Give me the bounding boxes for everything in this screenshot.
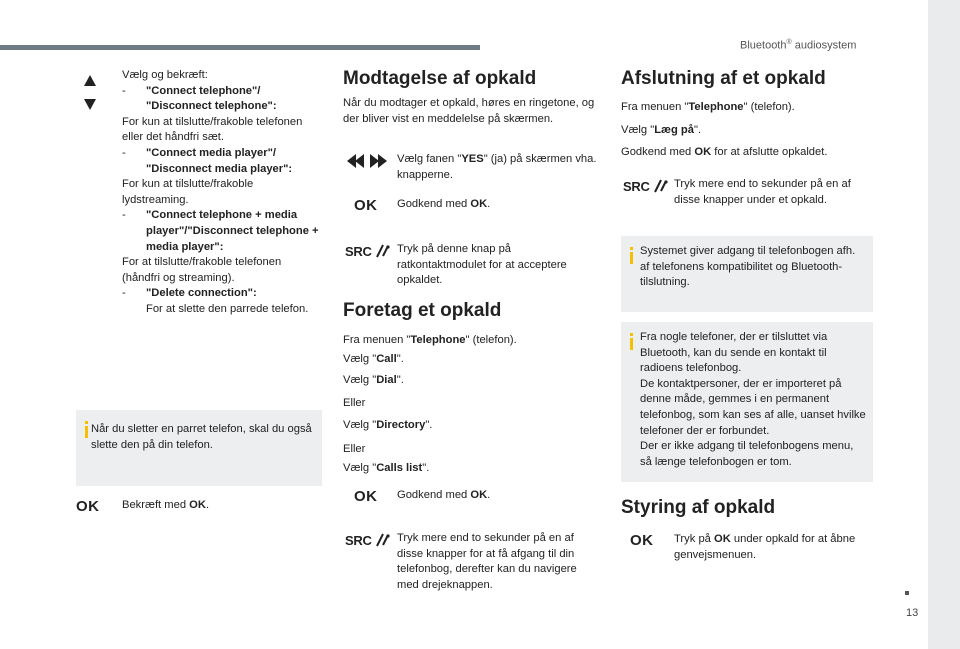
info-note <box>76 410 322 486</box>
make-line3: Vælg "Dial". <box>343 374 404 386</box>
src-phone-button-icon: SRC <box>345 244 390 259</box>
make-line7: Vælg "Calls list". <box>343 462 430 474</box>
info-note <box>621 322 873 482</box>
info-note <box>621 236 873 312</box>
list-item-desc: For at tilslutte/frakoble telefonen (håndfri og streaming). <box>122 256 282 284</box>
end-line1: Fra menuen "Telephone" (telefon). <box>621 101 795 113</box>
make-line4: Eller <box>343 397 366 409</box>
note-marker <box>85 421 88 440</box>
receive-step3: Tryk på denne knap på ratkontaktmodulet for at acceptere opkaldet. <box>397 243 567 287</box>
section-title-end: Afslutning af et opkald <box>621 68 826 89</box>
list-item: - "Connect telephone"/ "Disconnect telephone": <box>122 84 277 113</box>
end-step1: Tryk mere end to sekunder på en af disse knapper under et opkald. <box>674 178 851 206</box>
top-rule <box>0 45 480 50</box>
note-marker <box>630 333 633 352</box>
up-down-arrows-icon <box>83 75 97 111</box>
section-title-manage: Styring af opkald <box>621 497 776 518</box>
note-text: Systemet giver adgang til telefonbogen afh. af telefonens kompatibilitet og Bluetooth-tilslutning. <box>640 245 856 289</box>
receive-intro: Når du modtager et opkald, høres en ringetone, og der bliver vist en meddelelse på skærmen. <box>343 97 595 125</box>
ok-button-icon: OK <box>76 498 100 515</box>
ok-button-icon: OK <box>630 532 654 549</box>
select-intro: Vælg og bekræft: <box>122 69 208 81</box>
src-phone-button-icon: SRC <box>345 533 390 548</box>
select-instructions <box>122 68 322 302</box>
list-item: - "Connect telephone + media player"/"Disconnect telephone + media player": <box>122 209 319 253</box>
list-item-desc: For kun at tilslutte/frakoble lydstreaming. <box>122 178 254 206</box>
src-phone-button-icon: SRC <box>623 179 668 194</box>
section-title-make: Foretag et opkald <box>343 300 502 321</box>
make-line1: Fra menuen "Telephone" (telefon). <box>343 334 517 346</box>
note-text: Når du sletter en parret telefon, skal du også slette den på din telefon. <box>91 423 312 451</box>
list-item: - "Connect media player"/ "Disconnect media player": <box>122 146 293 175</box>
page-marker <box>905 591 909 595</box>
ok-button-icon: OK <box>354 488 378 505</box>
page-number: 13 <box>906 607 919 619</box>
left-right-arrows-icon <box>347 154 387 168</box>
end-line2: Vælg "Læg på". <box>621 124 702 136</box>
list-item: - "Delete connection": <box>122 287 257 300</box>
make-step1: Godkend med OK. <box>397 489 491 501</box>
confirm-text: Bekræft med OK. <box>122 499 210 511</box>
make-line5: Vælg "Directory". <box>343 419 433 431</box>
page-header: Bluetooth® audiosystem <box>740 39 857 52</box>
list-item-desc: For at slette den parrede telefon. <box>146 303 309 315</box>
section-title-receive: Modtagelse af opkald <box>343 68 537 89</box>
end-line3: Godkend med OK for at afslutte opkaldet. <box>621 146 828 158</box>
receive-step1: Vælg fanen "YES" (ja) på skærmen vha. knapperne. <box>397 153 597 181</box>
page-side-strip <box>928 0 960 649</box>
phone-slash-icon <box>374 533 390 547</box>
note-text: Fra nogle telefoner, der er tilsluttet via Bluetooth, kan du sende en kontakt til radioens telefonbog. De kontaktpersoner, der er importeret på denne måde, gemmes i en permanent telefonbog, som kan ses af alle, uanset hvilke telefoner der er forbundet. Der er ikke adgang til telefonbogens menu, så længe telefonbogen er tom. <box>640 331 866 468</box>
make-line6: Eller <box>343 443 366 455</box>
phone-slash-icon <box>652 179 668 193</box>
note-marker <box>630 247 633 266</box>
ok-button-icon: OK <box>354 197 378 214</box>
make-line2: Vælg "Call". <box>343 353 404 365</box>
manage-step1: Tryk på OK under opkald for at åbne genvejsmenuen. <box>674 533 856 561</box>
receive-step2: Godkend med OK. <box>397 198 491 210</box>
phone-slash-icon <box>374 244 390 258</box>
list-item-desc: For kun at tilslutte/frakoble telefonen eller det håndfri sæt. <box>122 115 303 144</box>
make-step2: Tryk mere end to sekunder på en af disse knapper for at få afgang til din telefonbog, derefter kan du navigere med drejeknappen. <box>397 532 577 591</box>
